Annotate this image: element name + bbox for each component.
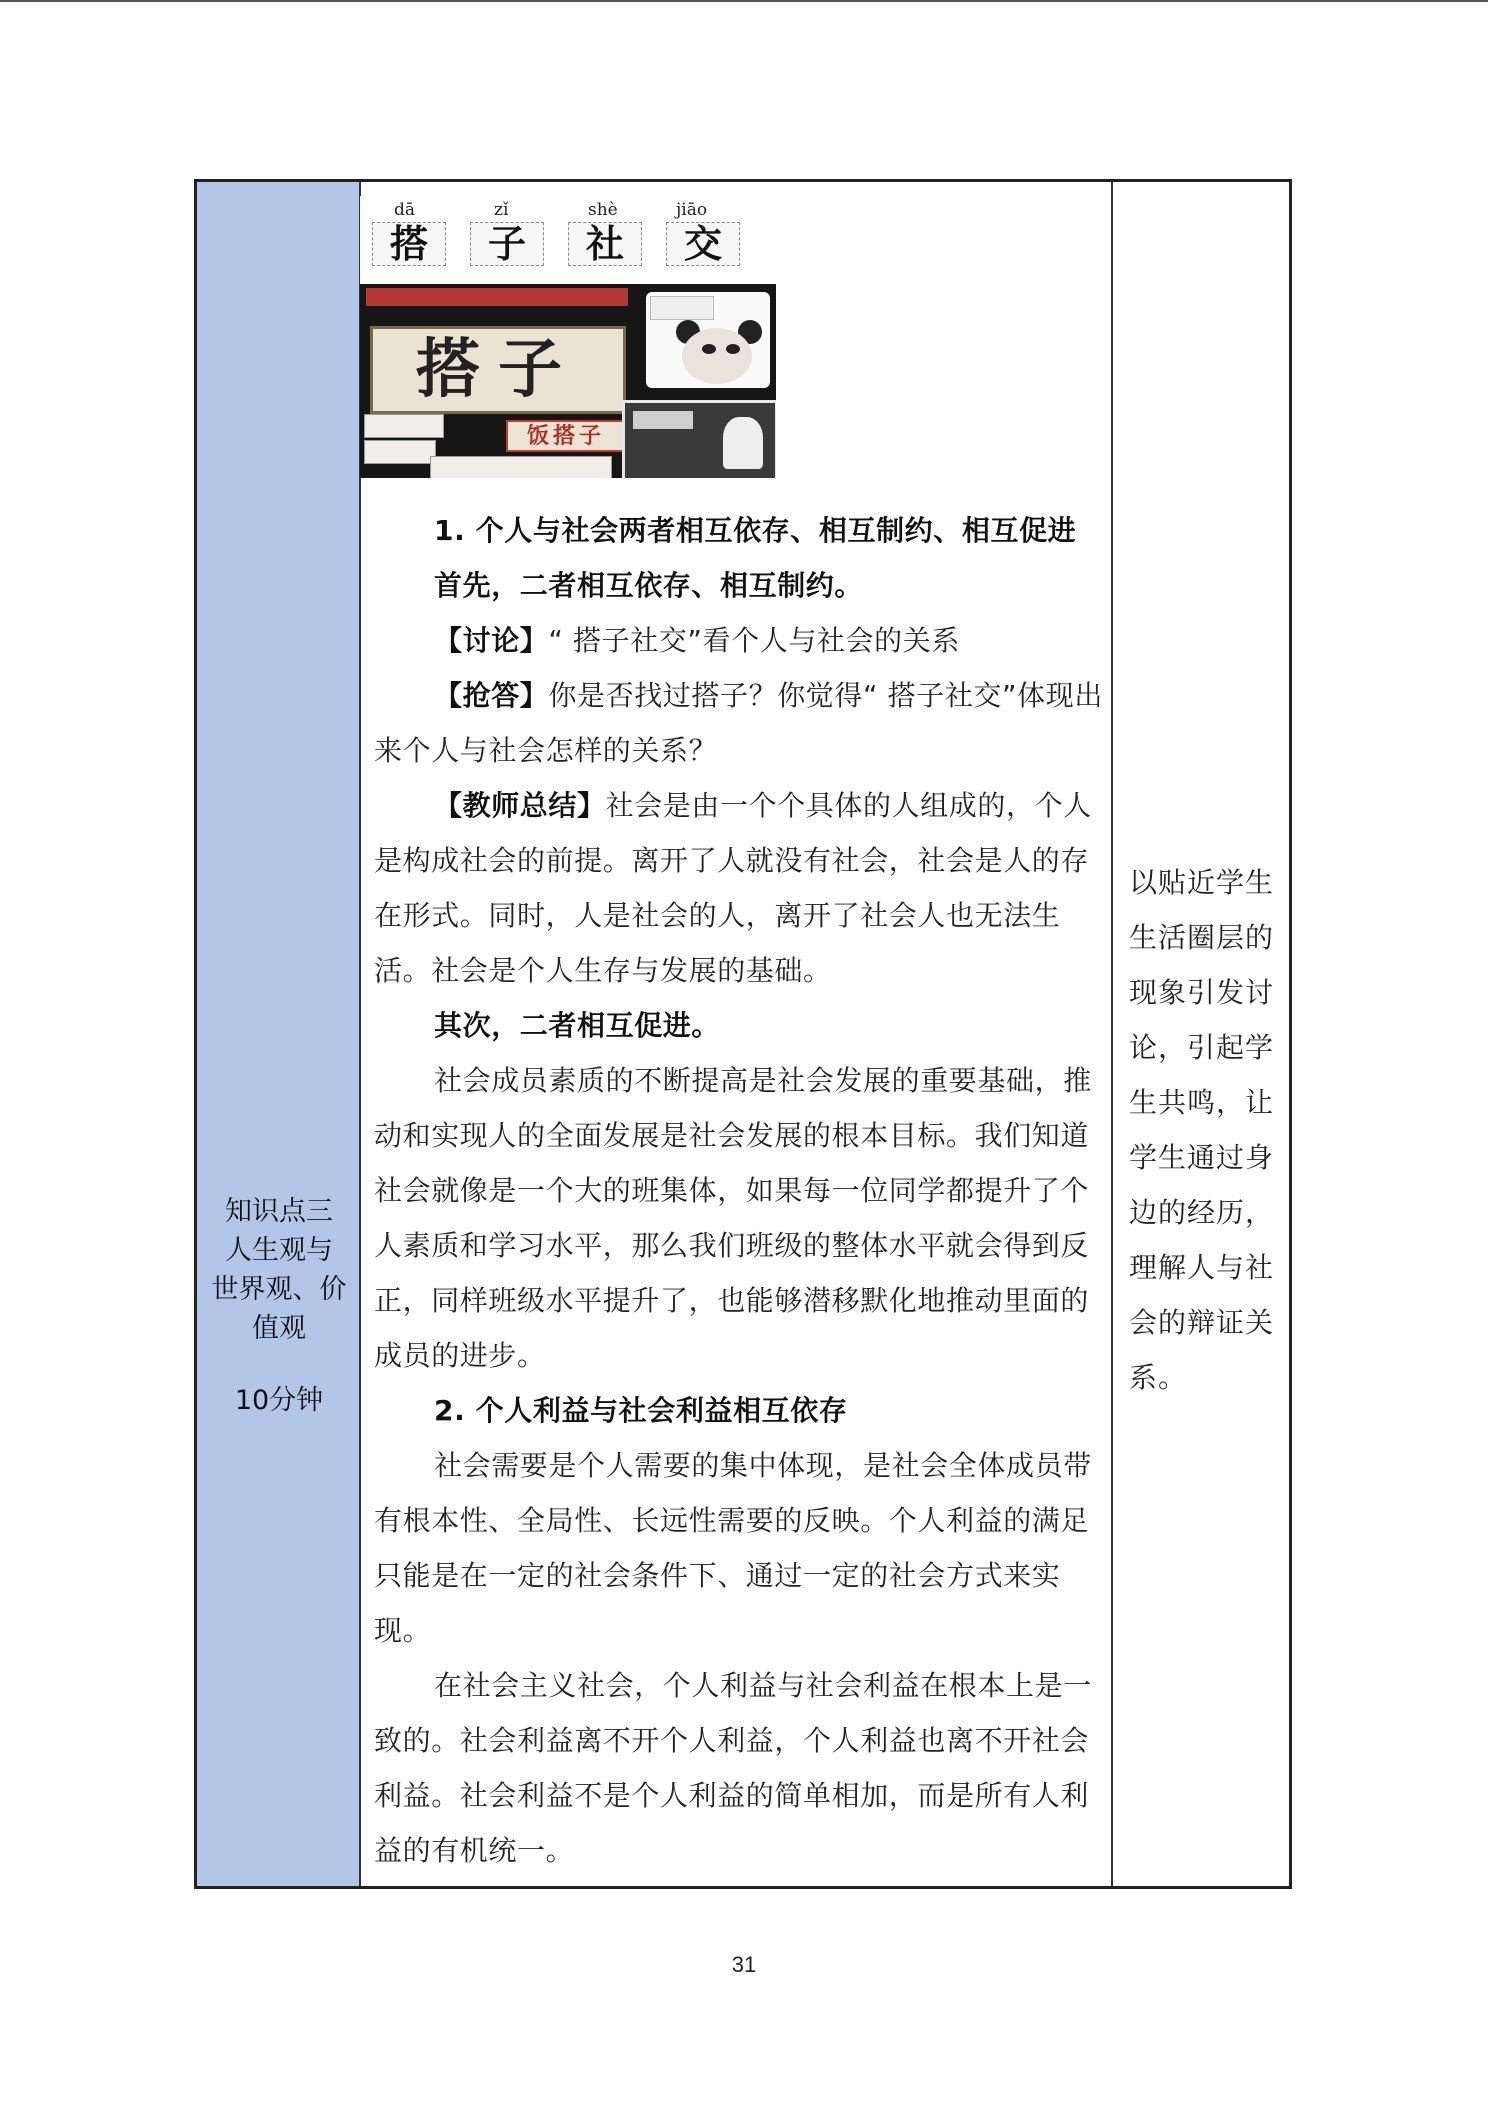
collage-banner [366, 288, 628, 306]
heading-1-sub: 首先，二者相互依存、相互制约。 [434, 569, 864, 602]
summary-paragraph [374, 778, 1104, 998]
pinyin: zǐ [494, 200, 509, 220]
answer-text: 你是否找过搭子？你觉得“ 搭子社交”体现出来个人与社会怎样的关系？ [374, 679, 1103, 767]
discussion-text: “ 搭子社交”看个人与社会的关系 [548, 624, 960, 657]
hanzi-char: 子 [470, 222, 544, 266]
design-note: 以贴近学生生活圈层的现象引发讨论，引起学生共鸣，让学生通过身边的经历，理解人与社会的辩证关系。 [1129, 866, 1275, 1394]
heading-2: 2. 个人利益与社会利益相互依存 [434, 1394, 848, 1427]
topic-line: 知识点三 [225, 1196, 333, 1227]
tag-card [364, 414, 444, 438]
socialism-paragraph: 在社会主义社会，个人利益与社会利益在根本上是一致的。社会利益离不开个人利益，个人利益也离不开社会利益。社会利益不是个人利益的简单相加，而是所有人利益的有机统一。 [374, 1669, 1092, 1867]
tag-card [430, 456, 612, 478]
pinyin: shè [588, 200, 618, 220]
fan-dazi-tag: 饭搭子 [506, 420, 626, 452]
page-number: 31 [731, 1952, 757, 1977]
tag-card [364, 440, 436, 464]
hanzi-char: 社 [568, 222, 642, 266]
big-dazi-sign: 搭子 [370, 326, 626, 414]
answer-paragraph [374, 668, 1104, 778]
dazi-social-illustration [360, 196, 776, 478]
topic-line: 值观 [252, 1313, 306, 1344]
summary-text: 社会是由一个个具体的人组成的，个人是构成社会的前提。离开了人就没有社会，社会是人的存在形式。同时，人是社会的人，离开了社会人也无法生活。社会是个人生存与发展的基础。 [374, 789, 1092, 987]
topic-line: 人生观与 [225, 1235, 333, 1266]
needs-paragraph: 社会需要是个人需要的集中体现，是社会全体成员带有根本性、全局性、长远性需要的反映。个人利益的满足只能是在一定的社会条件下、通过一定的社会方式来实现。 [374, 1449, 1092, 1647]
pinyin-row [360, 200, 776, 220]
page-top-rule [0, 0, 1488, 2]
topic-line: 世界观、价 [211, 1274, 347, 1305]
hanzi-char: 搭 [372, 222, 446, 266]
summary-label: 【教师总结】 [434, 789, 606, 822]
design-note-column [1113, 182, 1289, 1886]
topic-column [197, 182, 361, 1886]
collage-image [360, 284, 776, 478]
discussion-label: 【讨论】 [434, 624, 549, 657]
pinyin: dā [394, 200, 416, 220]
hanzi-char: 交 [666, 222, 740, 266]
heading-1: 1. 个人与社会两者相互依存、相互制约、相互促进 [434, 514, 1077, 547]
second-heading: 其次，二者相互促进。 [434, 1009, 721, 1042]
promote-paragraph: 社会成员素质的不断提高是社会发展的重要基础，推动和实现人的全面发展是社会发展的根本目标。我们知道社会就像是一个大的班集体，如果每一位同学都提升了个人素质和学习水平，那么我们班级的整体水平就会得到反正，同样班级水平提升了，也能够潜移默化地推动里面的成员的进步。 [374, 1064, 1092, 1372]
discussion-paragraph [374, 613, 1104, 668]
photo-thumbnail [622, 400, 776, 478]
panda-meme-image [646, 292, 770, 388]
topic-cell [197, 1192, 361, 1420]
answer-label: 【抢答】 [434, 679, 549, 712]
duration-label: 10分钟 [234, 1385, 324, 1416]
pinyin: jiāo [676, 200, 708, 220]
